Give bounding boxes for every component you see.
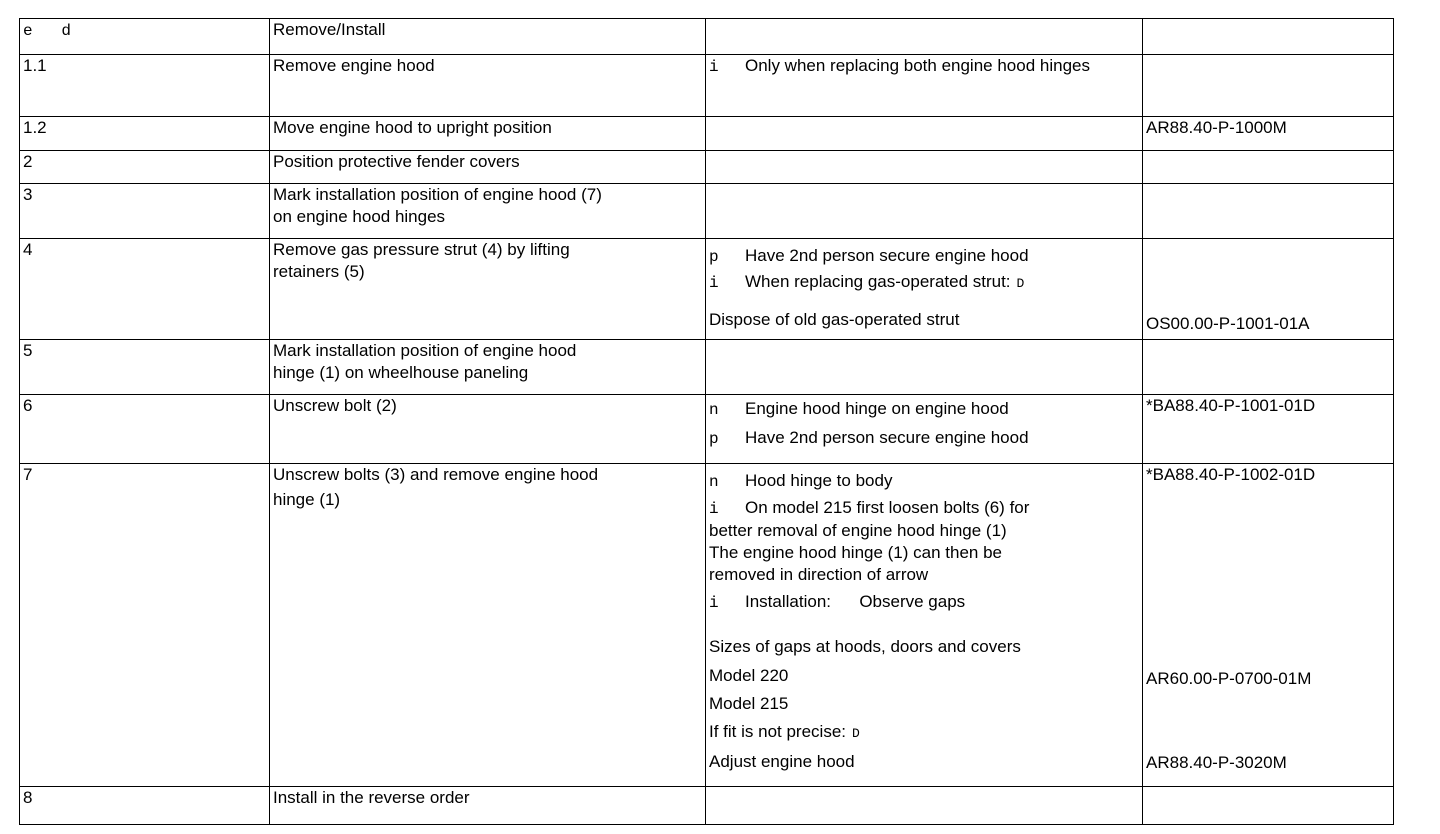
step-number: 7 — [20, 464, 270, 787]
step-number: 6 — [20, 395, 270, 464]
step-number: 1.1 — [20, 55, 270, 117]
step-action: Unscrew bolts (3) and remove engine hood hinge (1) — [270, 464, 706, 787]
step-action: Remove gas pressure strut (4) by lifting retainers (5) — [270, 239, 706, 340]
reference-link[interactable]: *BA88.40-P-1002-01D — [1146, 465, 1316, 484]
step-number: 2 — [20, 151, 270, 184]
step-number: 1.2 — [20, 117, 270, 151]
step-notes — [706, 340, 1143, 395]
header-step-label: e d — [23, 22, 72, 40]
reference-link[interactable]: *BA88.40-P-1001-01D — [1146, 396, 1316, 415]
info-icon: i — [709, 594, 719, 612]
step-action: Mark installation position of engine hood hinge (1) on wheelhouse paneling — [270, 340, 706, 395]
step-action: Install in the reverse order — [270, 787, 706, 825]
table-row — [20, 464, 1394, 787]
step-reference — [1143, 55, 1394, 117]
step-reference — [1143, 340, 1394, 395]
reference-link[interactable]: AR88.40-P-1000M — [1146, 118, 1287, 137]
step-action: Unscrew bolt (2) — [270, 395, 706, 464]
table-header-row — [20, 19, 1394, 55]
table-row — [20, 151, 1394, 184]
header-col4 — [1143, 19, 1394, 55]
step-reference — [1143, 117, 1394, 151]
step-notes: n Engine hood hinge on engine hood p Have 2nd person secure engine hood — [706, 395, 1143, 464]
table-row — [20, 117, 1394, 151]
table-row — [20, 55, 1394, 117]
header-title: Remove/Install — [273, 20, 386, 39]
header-col1 — [20, 19, 270, 55]
table-row — [20, 787, 1394, 825]
info-icon: i — [709, 500, 719, 518]
reference-link[interactable]: OS00.00-P-1001-01A — [1146, 314, 1310, 333]
table-row — [20, 184, 1394, 239]
table-row — [20, 395, 1394, 464]
step-number: 5 — [20, 340, 270, 395]
step-action: Move engine hood to upright position — [270, 117, 706, 151]
step-number: 4 — [20, 239, 270, 340]
person-icon: p — [709, 248, 719, 266]
step-notes — [706, 117, 1143, 151]
step-number: 8 — [20, 787, 270, 825]
document-icon: D — [852, 726, 860, 741]
reference-link[interactable]: AR88.40-P-3020M — [1146, 753, 1287, 772]
step-notes — [706, 184, 1143, 239]
step-reference — [1143, 151, 1394, 184]
header-col3 — [706, 19, 1143, 55]
step-action: Mark installation position of engine hood (7) on engine hood hinges — [270, 184, 706, 239]
table-row — [20, 239, 1394, 340]
procedure-table — [19, 18, 1394, 825]
step-notes — [706, 55, 1143, 117]
step-number: 3 — [20, 184, 270, 239]
table-row — [20, 340, 1394, 395]
step-reference — [1143, 184, 1394, 239]
tightening-icon: n — [709, 401, 719, 419]
step-notes: p Have 2nd person secure engine hood i When replacing gas-operated strut: D Dispose of old gas-operated strut — [706, 239, 1143, 340]
person-icon: p — [709, 430, 719, 448]
step-notes: n Hood hinge to body i On model 215 first loosen bolts (6) for better removal of engine hood hinge (1) The engine hood hinge (1) can then be removed in direction of arrow i Installation: Observe gaps Sizes of gaps at hoods, doors and covers Model 220 Model 215 If fit is not precise: D Adjust engine hood — [706, 464, 1143, 787]
step-reference — [1143, 464, 1394, 787]
tightening-icon: n — [709, 473, 719, 491]
step-reference — [1143, 395, 1394, 464]
step-action: Position protective fender covers — [270, 151, 706, 184]
step-notes — [706, 787, 1143, 825]
step-action: Remove engine hood — [270, 55, 706, 117]
document-icon: D — [1016, 276, 1025, 291]
header-col2 — [270, 19, 706, 55]
step-reference — [1143, 787, 1394, 825]
note-text: Only when replacing both engine hood hinges — [745, 56, 1090, 75]
step-notes — [706, 151, 1143, 184]
step-reference — [1143, 239, 1394, 340]
info-icon: i — [709, 58, 719, 76]
info-icon: i — [709, 274, 719, 292]
reference-link[interactable]: AR60.00-P-0700-01M — [1146, 669, 1312, 688]
